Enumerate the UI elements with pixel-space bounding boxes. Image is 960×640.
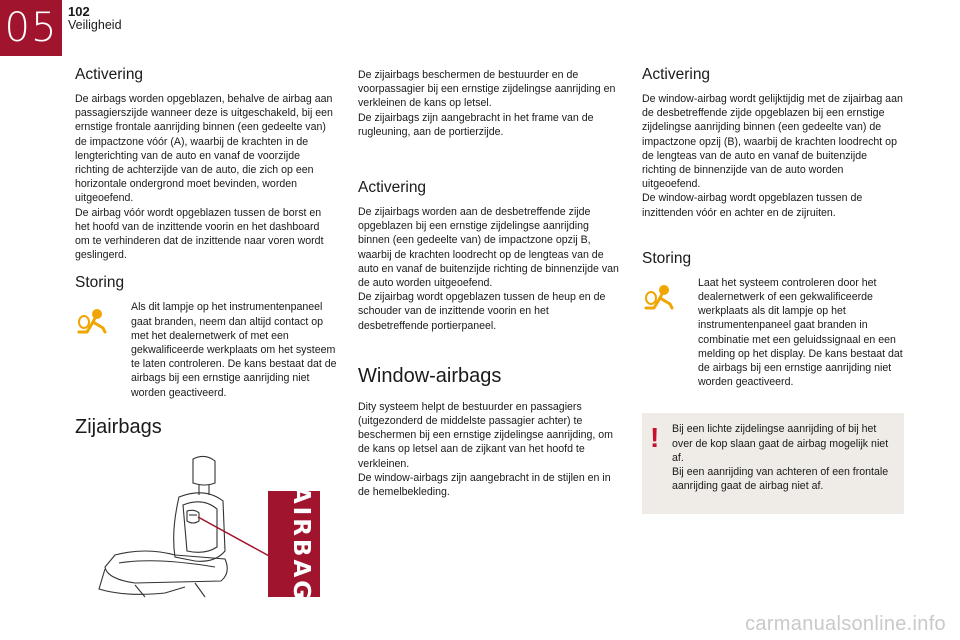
page-number: 102	[68, 4, 90, 19]
window-airbags-text: Dity systeem helpt de bestuurder en passagiers (uitgezonderd de middelste passagier achter) te beschermen bij een ernstige zijdelingse aanrijding, om de kans op letsel aan de zijkant van het hoofd te verkleinen. De window-airbags zijn aangebracht in de stijlen en in de hemelbekleding.	[358, 400, 613, 499]
activering-text-2: De zijairbags worden aan de desbetreffende zijde opgeblazen bij een ernstige zijdelingse aanrijding binnen (een gedeelte van) de impactzone opzij B, waarbij de krachten loodrecht op de lengteas van de auto en vanaf de buitenzijde richting de binnenzijde van de auto worden uitgeoefend. De zijairbag wordt opgeblazen tussen de heup en de schouder van de inzittende voorin en het desbetreffende portierpaneel.	[358, 206, 619, 332]
warning-text: Bij een lichte zijdelingse aanrijding of bij het over de kop slaan gaat de airbag mogelijk niet af. Bij een aanrijding van achteren of een frontale aanrijding gaat de airbag niet af.	[672, 423, 889, 493]
seat-drawing	[75, 451, 325, 601]
activering-heading-3: Activering	[642, 66, 711, 83]
activering-text-3: De window-airbag wordt gelijktijdig met de zijairbag aan de desbetreffende zijde opgeblazen bij een ernstige zijdelingse aanrijding binnen (een gedeelte van) de impactzone opzij (B), waarbij de krachten loodrecht op de lengteas van de auto en vanaf de buitenzijde richting de binnenzijde van de auto worden uitgeoefend. De window-airbag wordt opgeblazen tussen de inzittenden vóór en achter en de zijruiten.	[642, 93, 903, 219]
storing-text: Als dit lampje op het instrumentenpaneel gaat branden, neem dan altijd contact op met het dealernetwerk of met een gekwalificeerde werkplaats om het systeem te laten controleren. De kans bestaat dat de airbags bij een ernstige aanrijding niet worden geactiveerd.	[131, 301, 337, 399]
activering-heading: Activering	[75, 66, 144, 83]
exclamation-icon: !	[650, 422, 660, 454]
column-2	[358, 68, 620, 499]
storing-heading-3: Storing	[642, 249, 692, 267]
airbag-label: AIRBAG	[288, 485, 314, 601]
storing-text-3: Laat het systeem controleren door het dealernetwerk of een gekwalificeerde werkplaats als dit lampje op het instrumentenpaneel gaat branden in combinatie met een geluidssignaal en een melding op het display. De kans bestaat dat de airbags bij een ernstige aanrijding niet worden geactiveerd.	[698, 276, 903, 389]
zijairbags-heading: Zijairbags	[75, 415, 162, 438]
watermark: carmanualsonline.info	[745, 613, 946, 635]
chapter-tab: 05	[0, 0, 62, 56]
activering-text: De airbags worden opgeblazen, behalve de airbag aan passagierszijde wanneer deze is uitgeschakeld, bij een ernstige frontale aanrijding binnen (een gedeelte van) de impactzone vóór (A), waarbij de krachten in de lengterichting van de auto en vanaf de voorzijde richting de achterzijde van de auto, die zich op een horizontale ondergrond moet bevinden, worden uitgeoefend. De airbag vóór wordt opgeblazen tussen de borst en het hoofd van de inzittende voorin en het dashboard om te verhinderen dat de inzittende naar voren wordt geslingerd.	[75, 93, 333, 262]
storing-note-3	[642, 276, 904, 390]
airbag-warning-lamp-icon	[642, 276, 698, 390]
seat-airbag-illustration	[75, 451, 325, 601]
column-1	[75, 66, 337, 601]
storing-heading: Storing	[75, 274, 125, 292]
window-airbags-heading: Window-airbags	[358, 364, 502, 387]
activering-heading-2: Activering	[358, 179, 427, 197]
warning-box	[642, 413, 904, 514]
zijairbags-intro-text: De zijairbags beschermen de bestuurder en de voorpassagier bij een ernstige zijdelingse aanrijding en verkleinen de kans op letsel. De zijairbags zijn aangebracht in het frame van de rugleuning, aan de portierzijde.	[358, 69, 616, 138]
storing-note	[75, 300, 337, 399]
section-name: Veiligheid	[68, 18, 122, 32]
column-3	[642, 66, 904, 514]
airbag-warning-lamp-icon	[75, 300, 131, 399]
